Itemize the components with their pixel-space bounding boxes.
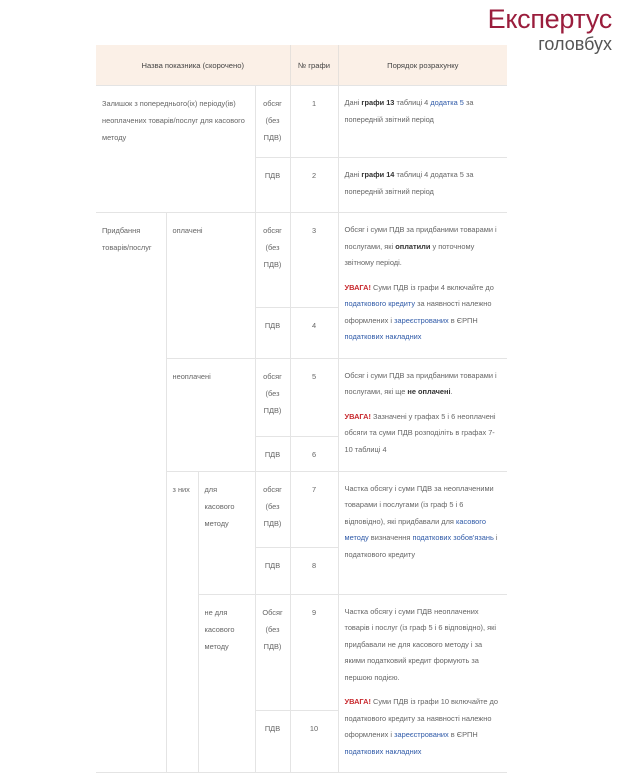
reference-link[interactable]: зареєстрованих [394, 730, 449, 739]
text: таблиці 4 [394, 98, 431, 107]
description [338, 213, 507, 359]
cash-method-label: для касового методу [198, 471, 255, 594]
description-paragraph [345, 604, 502, 687]
bold-text: графи 14 [361, 170, 395, 179]
text: Суми ПДВ із графи 4 включайте до [370, 282, 494, 292]
text: і податкового кредиту [344, 533, 498, 559]
purchase-label: Придбання товарів/послуг [96, 213, 166, 773]
text: в ЄРПН [448, 315, 478, 325]
vat-label: ПДВ [255, 158, 290, 213]
description [338, 594, 507, 773]
header-name: Назва показника (скорочено) [96, 45, 290, 86]
reference-link[interactable]: податкових накладних [344, 332, 422, 341]
calculation-table-container [96, 45, 507, 756]
column-number: 4 [290, 308, 338, 358]
reference-link[interactable]: додатка 5 [430, 98, 464, 107]
description [338, 358, 507, 471]
text: Частка обсягу і суми ПДВ неоплачених товарів і послуг (із граф 5 і 6 відповідно), які придбавали не для касового методу і за якими податковий кредит формують за першою подією. [344, 606, 497, 682]
bold-text: оплатили [395, 241, 431, 251]
text: Частка обсягу і суми ПДВ за неоплаченими товарами і послугами (із граф 5 і 6 відповідно), які придбавали для [344, 483, 494, 526]
column-number: 8 [290, 547, 338, 594]
reference-link[interactable]: зареєстрованих [394, 315, 449, 325]
description [338, 471, 507, 594]
non-cash-method-label: не для касового методу [198, 594, 255, 773]
table-row [96, 213, 507, 308]
balance-label: Залишок з попереднього(іх) періоду(ів) неоплачених товарів/послуг для касового методу [96, 86, 255, 213]
text: за наявності належно оформлених і [344, 299, 492, 325]
bold-text: не оплачені [407, 387, 451, 396]
column-number: 7 [290, 471, 338, 547]
paid-label: оплачені [166, 213, 255, 359]
vat-label: ПДВ [255, 547, 290, 594]
calculation-table [96, 45, 507, 773]
description-paragraph [345, 222, 502, 272]
description-paragraph [345, 167, 502, 200]
vat-label: ПДВ [255, 436, 290, 471]
reference-link[interactable]: податкових накладних [344, 746, 422, 756]
volume-label: Обсяг (без ПДВ) [255, 594, 290, 710]
table-header [96, 45, 507, 86]
description-paragraph [345, 95, 502, 128]
volume-label: обсяг (без ПДВ) [255, 213, 290, 308]
table-row [96, 86, 507, 158]
text: за попередній звітний період [344, 98, 474, 124]
reference-link[interactable]: податкового кредиту [344, 299, 416, 308]
volume-label: обсяг (без ПДВ) [255, 471, 290, 547]
description-paragraph [345, 481, 502, 564]
text: Суми ПДВ із графи 10 включайте до податкового кредиту за наявності належно оформлених і [344, 697, 498, 739]
description-paragraph [345, 694, 502, 760]
column-number: 3 [290, 213, 338, 308]
text: у поточному звітному періоді. [344, 241, 475, 267]
warning-label: УВАГА! [344, 697, 371, 706]
volume-label: обсяг (без ПДВ) [255, 86, 290, 158]
text: в ЄРПН [448, 730, 478, 739]
column-number: 1 [290, 86, 338, 158]
vat-label: ПДВ [255, 308, 290, 358]
text: Обсяг і суми ПДВ за придбаними товарами і послугами, які ще [344, 370, 497, 396]
column-number: 9 [290, 594, 338, 710]
volume-label: обсяг (без ПДВ) [255, 358, 290, 436]
reference-link[interactable]: касового методу [344, 516, 486, 542]
header-order: Порядок розрахунку [338, 45, 507, 86]
text: Дані [344, 170, 362, 179]
text: Дані [344, 98, 362, 107]
bold-text: графи 13 [361, 98, 395, 107]
of-them-label: з них [166, 471, 198, 773]
text: Обсяг і суми ПДВ за придбаними товарами і послугами, які [344, 225, 497, 251]
header-number: № графи [290, 45, 338, 86]
text: таблиці 4 додатка 5 за попередній звітний період [344, 170, 474, 196]
vat-label: ПДВ [255, 710, 290, 772]
warning-label: УВАГА! [344, 411, 371, 421]
text: . [450, 387, 453, 396]
unpaid-label: неоплачені [166, 358, 255, 471]
description-paragraph [345, 409, 502, 459]
reference-link[interactable]: податкових зобов'язань [412, 533, 494, 542]
text: визначення [368, 533, 413, 542]
text: Зазначені у графах 5 і 6 неоплачені обсяги та суми ПДВ розподіліть в графах 7-10 таблиці 4 [344, 411, 496, 454]
warning-label: УВАГА! [344, 282, 371, 292]
column-number: 5 [290, 358, 338, 436]
logo-subtitle: головбух [538, 34, 612, 54]
logo-title: Експертус [487, 4, 612, 34]
column-number: 10 [290, 710, 338, 772]
description-paragraph [345, 280, 502, 346]
description-paragraph [345, 368, 502, 401]
column-number: 6 [290, 436, 338, 471]
description [338, 86, 507, 158]
column-number: 2 [290, 158, 338, 213]
description [338, 158, 507, 213]
